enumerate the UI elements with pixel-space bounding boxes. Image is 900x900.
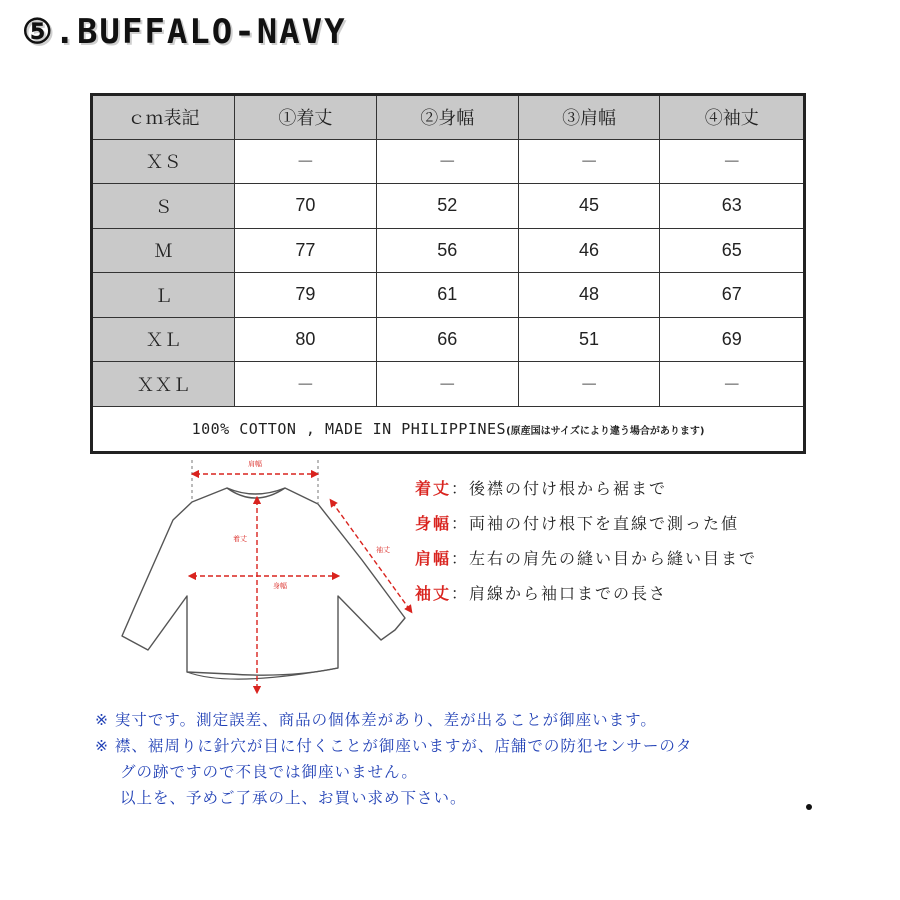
shoulder-label: 肩幅 [248,460,262,468]
sleeve-label: 袖丈 [376,546,390,554]
table-header: ④袖丈 [660,95,805,140]
size-label: Ｍ [92,228,235,273]
table-cell: 48 [518,273,660,318]
material-text: 100% COTTON , MADE IN PHILIPPINES [191,419,507,438]
table-header: ②身幅 [376,95,518,140]
legend-desc: ：後襟の付け根から裾まで [451,479,668,498]
shirt-outline [122,488,405,675]
table-header: ①着丈 [235,95,377,140]
size-label: ＸＸＬ [92,362,235,407]
origin-note: (原産国はサイズにより違う場合があります) [506,425,705,437]
measurement-legend [415,476,757,616]
note-line: ※ 実寸です。測定誤差、商品の個体差があり、差が出ることが御座います。 [95,711,657,729]
table-cell: 52 [376,184,518,229]
table-cell: 79 [235,273,377,318]
collar-line [227,488,285,498]
table-header: ｃｍ表記 [92,95,235,140]
table-cell: 51 [518,317,660,362]
table-row [92,139,805,184]
table-header-row [92,95,805,140]
dot-mark [806,804,812,810]
size-label: Ｓ [92,184,235,229]
size-table [90,93,806,454]
table-cell: － [660,362,805,407]
table-row [92,273,805,318]
table-cell: － [518,362,660,407]
size-label: Ｌ [92,273,235,318]
legend-term: 袖丈 [415,584,452,603]
legend-item [415,511,757,546]
legend-item [415,546,757,581]
table-cell: 61 [376,273,518,318]
size-label: ＸＬ [92,317,235,362]
table-cell: 63 [660,184,805,229]
table-cell: 69 [660,317,805,362]
table-cell: － [518,139,660,184]
table-row [92,184,805,229]
table-cell: － [235,362,377,407]
table-cell: － [376,362,518,407]
legend-desc: ：肩線から袖口までの長さ [451,584,668,603]
table-cell: 56 [376,228,518,273]
length-label: 着丈 [233,535,247,543]
table-row [92,362,805,407]
table-cell: － [376,139,518,184]
note-line: 以上を、予めご了承の上、お買い求め下さい。 [120,789,467,807]
table-cell: 67 [660,273,805,318]
legend-term: 着丈 [415,479,452,498]
legend-desc: ：左右の肩先の縫い目から縫い目まで [451,549,758,568]
table-cell: － [660,139,805,184]
legend-item [415,476,757,511]
sleeve-arrow [332,502,410,610]
legend-desc: ：両袖の付け根下を直線で測った値 [451,514,740,533]
disclaimer-notes [95,707,692,811]
page-title: ⑤.BUFFALO-NAVY [22,12,347,52]
material-row [92,406,805,452]
note-line: ※ 襟、裾周りに針穴が目に付くことが御座いますが、店舗での防犯センサーのタ [95,737,693,755]
table-row [92,228,805,273]
table-cell: 45 [518,184,660,229]
table-cell: 46 [518,228,660,273]
width-label: 身幅 [273,582,287,590]
table-cell: － [235,139,377,184]
table-header: ③肩幅 [518,95,660,140]
material-note-cell [92,406,805,452]
size-label: ＸＳ [92,139,235,184]
legend-term: 肩幅 [415,549,452,568]
table-row [92,317,805,362]
legend-term: 身幅 [415,514,452,533]
table-cell: 70 [235,184,377,229]
note-line: グの跡ですので不良では御座いません。 [120,763,418,781]
table-cell: 80 [235,317,377,362]
legend-item [415,581,757,616]
shirt-measurement-diagram [100,458,420,708]
table-cell: 77 [235,228,377,273]
table-cell: 65 [660,228,805,273]
table-cell: 66 [376,317,518,362]
